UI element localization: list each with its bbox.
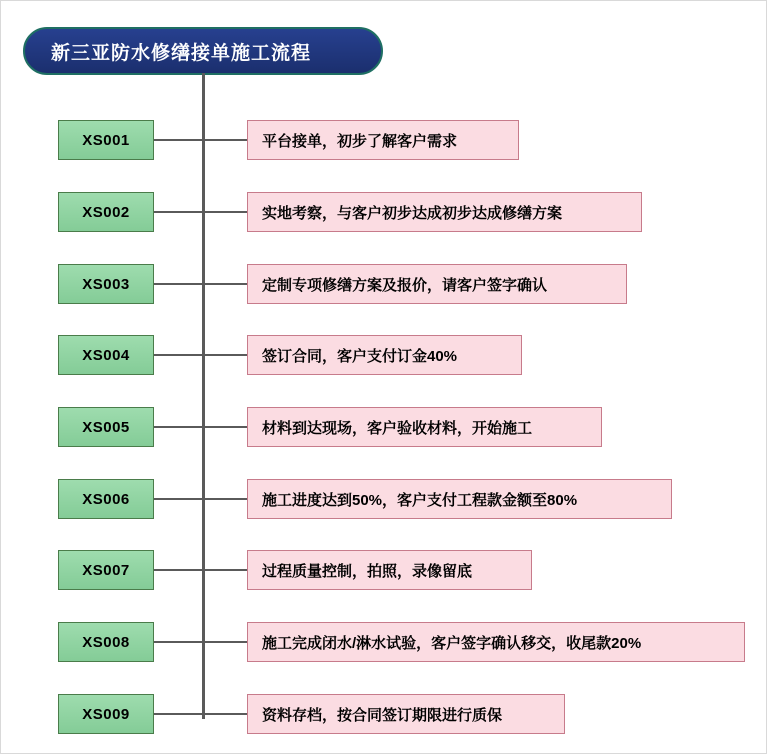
step-text-box[interactable] (247, 120, 519, 160)
step-text-box[interactable] (247, 479, 672, 519)
flowchart-title-label: 新三亚防水修缮接单施工流程 (51, 42, 312, 64)
step-code-box[interactable] (58, 694, 154, 734)
step-code-box[interactable] (58, 192, 154, 232)
step-code-label: XS001 (82, 131, 130, 149)
step-connector (154, 498, 249, 500)
step-text-label: 施工进度达到50%，客户支付工程款金额至80% (262, 491, 578, 509)
step-code-box[interactable] (58, 407, 154, 447)
step-text-label: 平台接单，初步了解客户需求 (262, 132, 458, 150)
step-code-box[interactable] (58, 479, 154, 519)
step-text-box[interactable] (247, 622, 745, 662)
step-code-box[interactable] (58, 264, 154, 304)
step-connector (154, 283, 249, 285)
step-text-box[interactable] (247, 550, 532, 590)
step-text-label: 签订合同，客户支付订金40% (262, 347, 458, 365)
step-connector (154, 211, 249, 213)
step-connector (154, 641, 249, 643)
step-text-box[interactable] (247, 335, 522, 375)
step-connector (154, 426, 249, 428)
step-text-label: 定制专项修缮方案及报价，请客户签字确认 (262, 276, 548, 294)
step-connector (154, 569, 249, 571)
step-code-label: XS007 (82, 561, 130, 579)
step-code-label: XS005 (82, 418, 130, 436)
step-code-label: XS002 (82, 203, 130, 221)
step-text-label: 资料存档，按合同签订期限进行质保 (262, 706, 503, 724)
step-text-box[interactable] (247, 407, 602, 447)
step-code-label: XS006 (82, 490, 130, 508)
step-code-box[interactable] (58, 120, 154, 160)
step-code-label: XS004 (82, 346, 130, 364)
step-code-box[interactable] (58, 335, 154, 375)
step-text-label: 过程质量控制，拍照，录像留底 (262, 562, 473, 580)
flowchart-spine (202, 73, 205, 719)
step-connector (154, 139, 249, 141)
step-code-box[interactable] (58, 550, 154, 590)
step-code-label: XS009 (82, 705, 130, 723)
step-connector (154, 354, 249, 356)
step-code-label: XS008 (82, 633, 130, 651)
step-code-label: XS003 (82, 275, 130, 293)
step-text-label: 施工完成闭水/淋水试验，客户签字确认移交，收尾款20% (262, 634, 642, 652)
flowchart-title (23, 27, 383, 75)
step-text-box[interactable] (247, 694, 565, 734)
step-text-box[interactable] (247, 192, 642, 232)
step-text-box[interactable] (247, 264, 627, 304)
step-text-label: 材料到达现场，客户验收材料，开始施工 (262, 419, 533, 437)
step-text-label: 实地考察，与客户初步达成初步达成修缮方案 (262, 204, 563, 222)
step-code-box[interactable] (58, 622, 154, 662)
step-connector (154, 713, 249, 715)
